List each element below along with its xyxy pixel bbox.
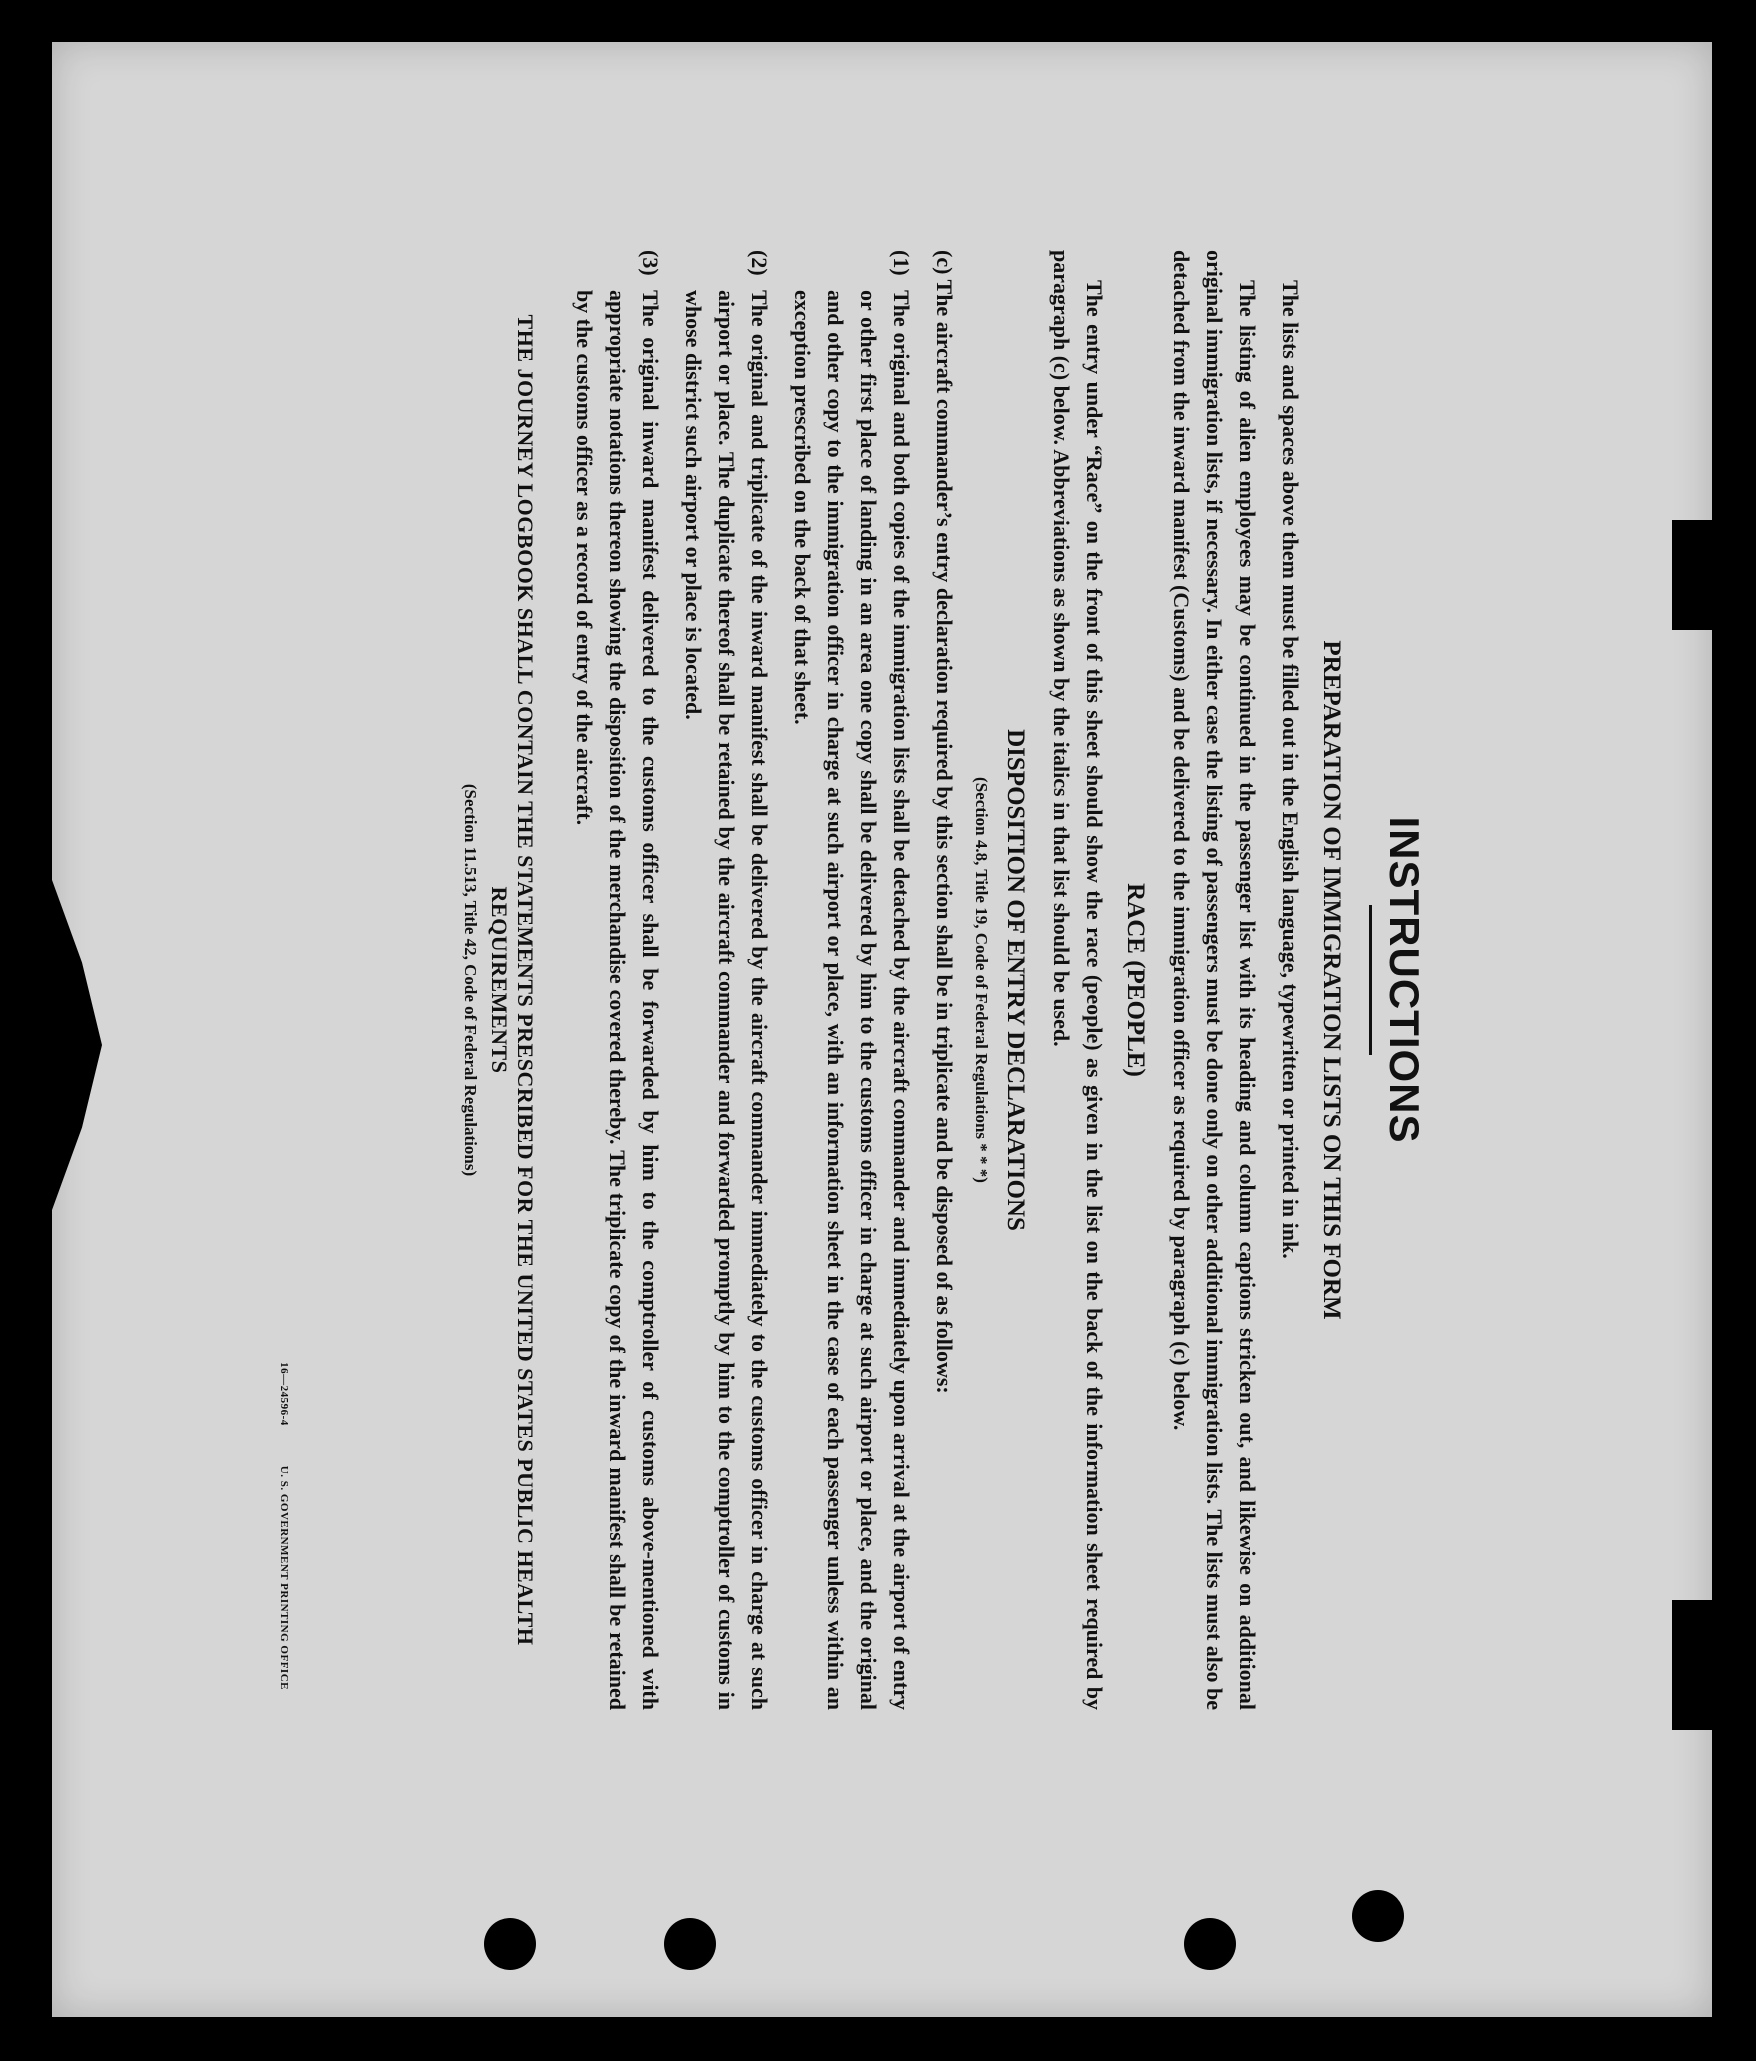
paragraph: The listing of alien employees may be continued in the passenger list with its heading and column captions stricken out, and likewise on additional original immigration lists, if necessary. In either case the listing of passengers must be done only on other additional immigration lists. The lists must also be detached from the inward manifest (Customs) and be delivered to the immigration officer as required by paragraph (c) below. <box>1169 250 1260 1710</box>
list-text: The original inward manifest delivered to the customs officer shall be forwarded by him to the comptroller of customs above-mentioned with appropriate notations thereon showing the disposition of the merchandise covered thereby. The triplicate copy of the inward manifest shall be retained by the customs officer as a record of entry of the aircraft. <box>572 290 663 1710</box>
paragraph: The lists and spaces above them must be filled out in the English language, typewritten or printed in ink. <box>1278 280 1303 1259</box>
final-citation: (Section 11.513, Title 42, Code of Federal Regulations) <box>461 783 480 1177</box>
list-item <box>568 250 667 1710</box>
list-number: (3) <box>638 250 663 276</box>
punch-hole <box>484 1918 536 1970</box>
list-item <box>677 250 776 1710</box>
title-underline <box>1369 905 1372 1055</box>
page-tear <box>1672 1600 1712 1730</box>
list-text: The original and triplicate of the inward manifest shall be delivered by the aircraft commander immediately to the customs officer in charge at such airport or place. The duplicate thereof shall be retained by the aircraft commander and forwarded promptly by him to the comptroller of customs in whose district such airport or place is located. <box>681 290 772 1710</box>
printer-imprint: U. S. GOVERNMENT PRINTING OFFICE <box>278 1465 290 1690</box>
list-number: (1) <box>889 250 914 276</box>
footer <box>278 1362 290 1690</box>
section-citation: (Section 4.8, Title 19, Code of Federal Regulations * * *) <box>972 777 991 1183</box>
list-item <box>786 250 918 1710</box>
page-title: INSTRUCTIONS <box>1381 816 1428 1144</box>
punch-hole <box>1352 1890 1404 1942</box>
final-statement: THE JOURNEY LOGBOOK SHALL CONTAIN THE STATEMENTS PRESCRIBED FOR THE UNITED STATES PUBLIC HEALTH REQUIREMENTS <box>487 314 538 1646</box>
section-heading-disposition: DISPOSITION OF ENTRY DECLARATIONS <box>1002 729 1029 1231</box>
section-heading-preparation: PREPARATION OF IMMIGRATION LISTS ON THIS FORM <box>1318 640 1345 1320</box>
rotated-text-block <box>278 250 1428 1710</box>
list-text: The original and both copies of the immigration lists shall be detached by the aircraft commander and immediately upon arrival at the airport of entry or other first place of landing in an area one copy shall be delivered by him to the customs officer in charge at such airport or place, and the original and other copy to the immigration officer in charge at such airport or place, with an information sheet in the case of each passenger unless within an exception prescribed on the back of that sheet. <box>790 290 914 1710</box>
list-number: (2) <box>747 250 772 276</box>
form-number: 16—24596-4 <box>278 1362 290 1426</box>
page-tear <box>1672 520 1712 630</box>
section-heading-race: RACE (PEOPLE) <box>1122 883 1149 1077</box>
punch-hole <box>1184 1918 1236 1970</box>
paragraph: The entry under “Race” on the front of this sheet should show the race (people) as given in the list on the back of the information sheet required by paragraph (c) below. Abbreviations as shown by the italics in that list should be used. <box>1049 250 1107 1710</box>
paragraph: (c) The aircraft commander’s entry declaration required by this section shall be in triplicate and be disposed of as follows: <box>932 250 957 1394</box>
punch-hole <box>664 1918 716 1970</box>
